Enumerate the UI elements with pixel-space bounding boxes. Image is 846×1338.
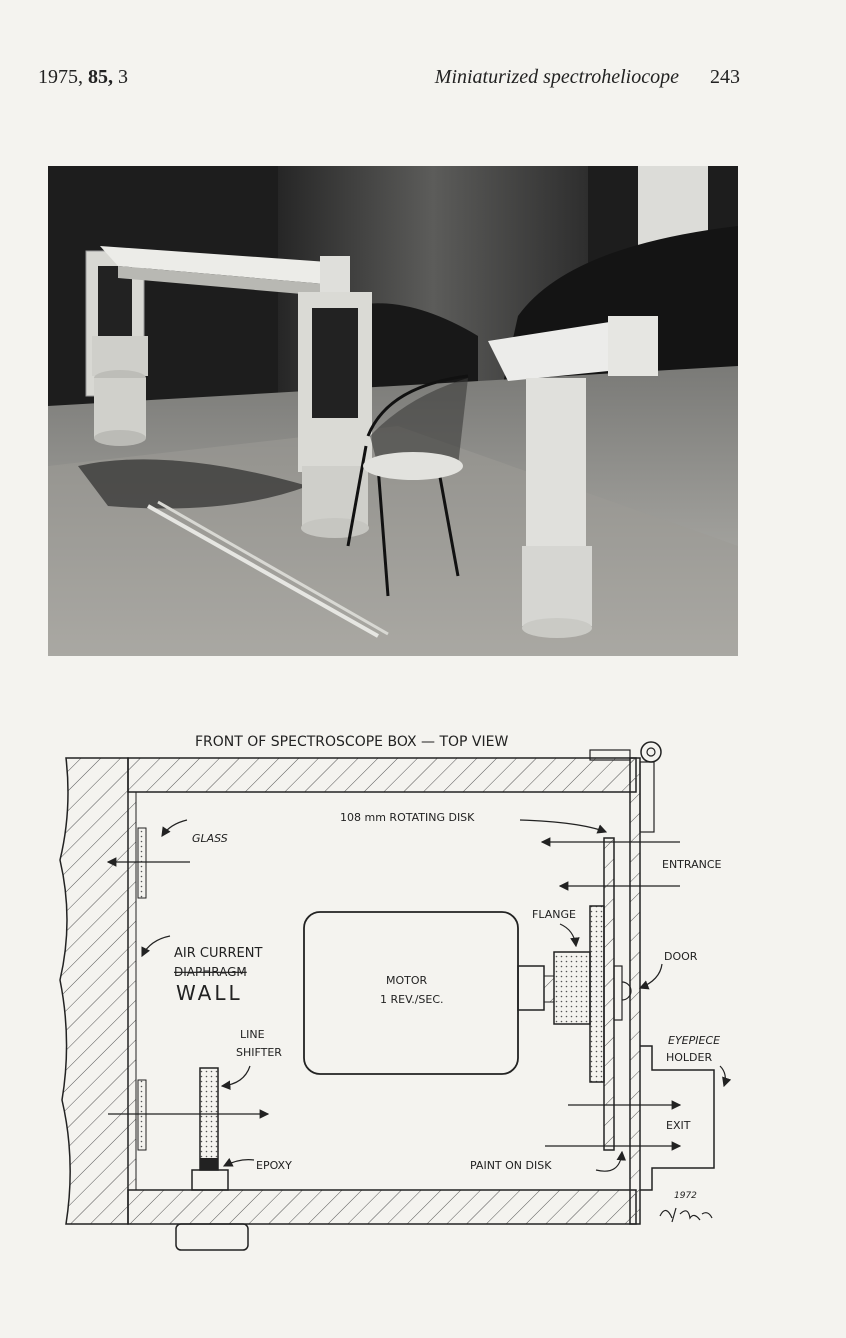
- label-air-current: AIR CURRENT: [174, 946, 263, 961]
- citation-year: 1975,: [38, 66, 83, 88]
- label-eyepiece: EYEPIECE: [668, 1034, 721, 1047]
- flange: [554, 952, 590, 1024]
- label-exit: EXIT: [666, 1119, 691, 1132]
- air-current-wall: [128, 792, 136, 1190]
- eyepiece-holder: [640, 1046, 714, 1190]
- label-diaphragm: DIAPHRAGM: [174, 965, 247, 979]
- label-paint-on-disk: PAINT ON DISK: [470, 1159, 552, 1172]
- rotating-disk: [604, 838, 614, 1150]
- foot: [176, 1224, 248, 1250]
- citation-volume: 85,: [88, 66, 113, 88]
- label-entrance: ENTRANCE: [662, 858, 722, 871]
- label-holder: HOLDER: [666, 1051, 713, 1064]
- label-wall: WALL: [176, 981, 243, 1005]
- label-flange: FLANGE: [532, 908, 576, 921]
- left-wall: [60, 758, 128, 1224]
- epoxy-block: [192, 1170, 228, 1190]
- diagram-title: FRONT OF SPECTROSCOPE BOX — TOP VIEW: [195, 734, 509, 750]
- citation-issue: 3: [118, 66, 128, 88]
- running-header: [38, 66, 740, 96]
- glass-lower: [138, 1080, 146, 1150]
- label-rotating-disk: 108 mm ROTATING DISK: [340, 811, 475, 824]
- label-motor: MOTOR: [386, 974, 428, 987]
- bottom-wall: [128, 1190, 636, 1224]
- glass-upper: [138, 828, 146, 898]
- spectroscope-diagram: [0, 720, 846, 1280]
- page-number: 243: [710, 66, 740, 88]
- artist-signature: [660, 1208, 712, 1222]
- citation: [38, 66, 128, 89]
- label-door: DOOR: [664, 950, 698, 963]
- header-right: [435, 66, 740, 89]
- label-year: 1972: [674, 1191, 697, 1201]
- label-motor-speed: 1 REV./SEC.: [380, 993, 444, 1006]
- label-line: LINE: [240, 1028, 265, 1041]
- photo-illustration: [48, 166, 738, 656]
- line-shifter: [200, 1068, 218, 1170]
- running-title: Miniaturized spectroheliocope: [434, 66, 679, 88]
- top-wall: [128, 758, 636, 792]
- label-epoxy: EPOXY: [256, 1159, 292, 1172]
- instrument-photo: [48, 166, 738, 656]
- label-glass: GLASS: [192, 832, 228, 845]
- hinge-icon: [641, 742, 661, 762]
- label-shifter: SHIFTER: [236, 1046, 282, 1059]
